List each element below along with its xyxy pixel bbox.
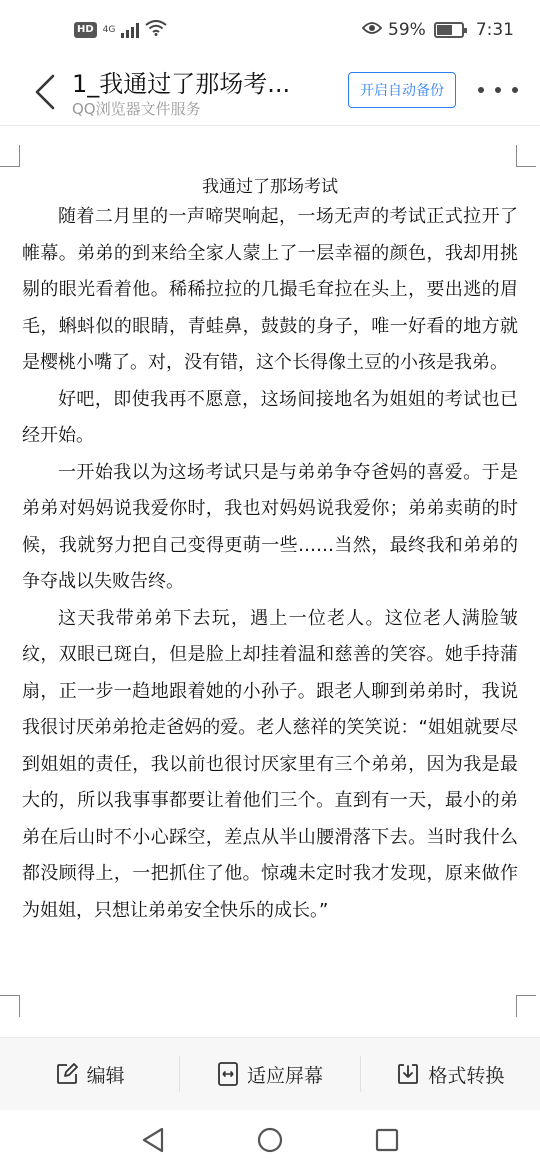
paragraph: 一开始我以为这场考试只是与弟弟争夺爸妈的喜爱。于是弟弟对妈妈说我爱你时，我也对妈妈说我爱你；弟弟卖萌的时候，我就努力把自己变得更萌一些……当然，最终我和弟弟的争夺战以失败告终。 [22, 461, 518, 592]
status-bar [0, 0, 540, 60]
home-circle-icon[interactable] [256, 1126, 284, 1154]
battery-icon [434, 22, 464, 38]
page-corner-mark [0, 145, 20, 167]
eye-icon [362, 20, 382, 40]
battery-level [437, 25, 452, 35]
more-options-button[interactable] [478, 74, 518, 106]
fit-screen-button[interactable] [179, 1056, 359, 1092]
paragraph: 随着二月里的一声啼哭响起，一场无声的考试正式拉开了帷幕。弟弟的到来给全家人蒙上了一层幸福的颜色，我却用挑剔的眼光看着他。稀稀拉拉的几撮毛耷拉在头上，要出逃的眉毛，蝌蚪似的眼睛，青蛙鼻，鼓鼓的身子，唯一好看的地方就是樱桃小嘴了。对，没有错，这个长得像土豆的小孩是我弟。 [22, 206, 518, 373]
page-corner-mark [0, 995, 20, 1017]
back-button[interactable] [30, 72, 60, 112]
page-corner-mark [516, 995, 536, 1017]
format-convert-icon [396, 1062, 420, 1086]
system-navigation-bar [0, 1110, 540, 1170]
auto-backup-button[interactable]: 开启自动备份 [348, 72, 456, 108]
page-subtitle: QQ浏览器文件服务 [72, 100, 201, 118]
dot-icon [478, 87, 484, 93]
document-viewer[interactable] [0, 127, 540, 1037]
page-corner-mark [516, 145, 536, 167]
bottom-toolbar [0, 1037, 540, 1110]
clock: 7:31 [475, 20, 514, 40]
network-type: 4G [102, 25, 116, 35]
status-left [74, 20, 167, 41]
paragraph: 这天我带弟弟下去玩，遇上一位老人。这位老人满脸皱纹，双眼已斑白，但是脸上却挂着温和慈善的笑容。她手持蒲扇，正一步一趋地跟着她的小孙子。跟老人聊到弟弟时，我说我很讨厌弟弟抢走爸妈的爱。老人慈祥的笑笑说：“姐姐就要尽到姐姐的责任，我以前也很讨厌家里有三个弟弟，因为我是最大的，所以我事事都要让着他们三个。直到有一天，最小的弟弟在后山时不小心踩空，差点从半山腰滑落下去。当时我什么都没顾得上，一把抓住了他。惊魂未定时我才发现，原来做作为姐姐，只想让弟弟安全快乐的成长。” [22, 607, 518, 921]
page-title: 1_我通过了那场考... [72, 70, 291, 98]
battery-percent: 59% [388, 20, 426, 40]
document-body [22, 199, 518, 929]
status-right [362, 20, 514, 40]
fit-screen-label: 适应屏幕 [246, 1064, 323, 1087]
format-convert-label: 格式转换 [428, 1064, 505, 1087]
edit-label: 编辑 [86, 1064, 125, 1087]
document-title: 我通过了那场考试 [202, 177, 338, 197]
paragraph: 好吧，即使我再不愿意，这场间接地名为姐姐的考试也已经开始。 [22, 388, 518, 446]
app-header [0, 60, 540, 126]
signal-icon [121, 22, 139, 38]
dot-icon [495, 87, 501, 93]
fit-screen-icon [217, 1062, 239, 1086]
dot-icon [512, 87, 518, 93]
chevron-left-icon [34, 74, 56, 110]
back-triangle-icon[interactable] [140, 1126, 166, 1154]
format-convert-button[interactable] [360, 1056, 540, 1092]
wifi-icon [145, 20, 167, 41]
edit-button[interactable] [0, 1056, 179, 1092]
hd-icon: HD [74, 22, 97, 38]
edit-icon [55, 1062, 79, 1086]
recents-square-icon[interactable] [374, 1127, 400, 1153]
